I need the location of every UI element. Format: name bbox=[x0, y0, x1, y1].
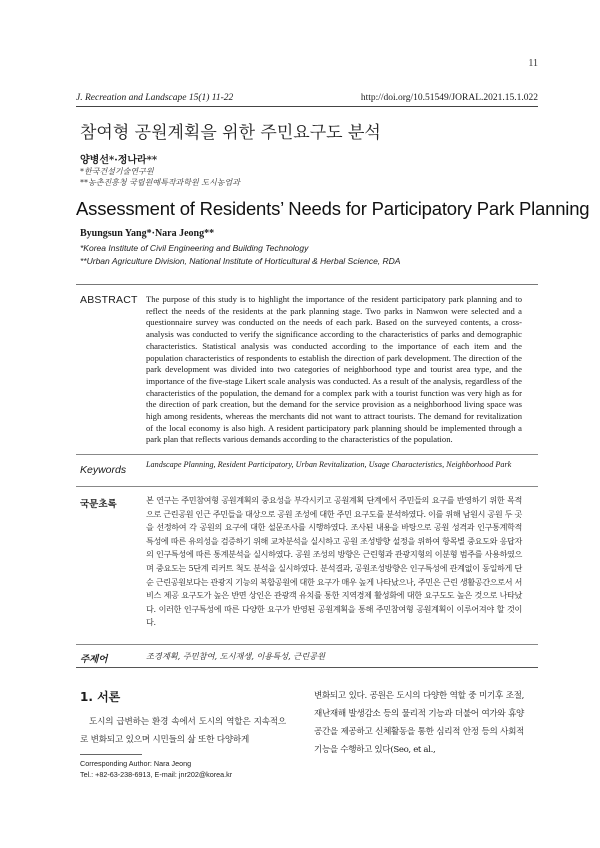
keywords-divider bbox=[76, 454, 538, 455]
front-matter-divider bbox=[76, 667, 538, 668]
page-number: 11 bbox=[528, 58, 538, 69]
english-authors: Byungsun Yang*·Nara Jeong** bbox=[80, 228, 215, 239]
header-divider bbox=[76, 106, 538, 107]
body-left-text: 도시의 급변하는 환경 속에서 도시의 역할은 지속적으로 변화되고 있으며 시민들의 삶 또한 다양하게 bbox=[80, 717, 286, 745]
keywords-text: Landscape Planning, Resident Participatory, Urban Revitalization, Usage Characteristics, Neighborhood Park bbox=[146, 460, 512, 469]
doi-link[interactable]: http://doi.org/10.51549/JORAL.2021.15.1.022 bbox=[360, 93, 538, 103]
korean-keywords-text: 조경계획, 주민참여, 도시재생, 이용특성, 근린공원 bbox=[146, 651, 326, 661]
korean-authors: 양병선*·정나라** bbox=[80, 155, 158, 166]
body-left-column bbox=[80, 713, 286, 749]
author-contact: Tel.: +82-63-238-6913, E-mail: jnr202@korea.kr bbox=[80, 770, 233, 779]
english-affiliation-1: *Korea Institute of Civil Engineering and Building Technology bbox=[80, 243, 309, 253]
korean-affiliation-2: **농촌진흥청 국립원예특작과학원 도시농업과 bbox=[80, 178, 240, 187]
abstract-divider bbox=[76, 284, 538, 285]
corresponding-author: Corresponding Author: Nara Jeong bbox=[80, 759, 192, 768]
korean-affiliation-1: *한국건설기술연구원 bbox=[80, 167, 154, 176]
korean-summary-text: 본 연구는 주민참여형 공원계획의 중요성을 부각시키고 공원계획 단계에서 주민들의 요구를 반영하기 위한 목적으로 근린공원 인근 주민들을 대상으로 공원 조성에 대한 주민 요구도를 분석하였다. 이를 위해 남원시 공원 두 곳을 선정하여 각 공원의 요구에 대한 설문조사를 시행하였다. 조사된 내용을 바탕으로 공원 성격과 인구통계학적 특성에 따른 유의성을 검증하기 위해 교차분석을 실시하고 공원 조성방향 설정을 위하여 항목별 중요도와 응답자의 인구특성에 따른 통계분석을 실시하였다. 공원 조성의 방향은 근린형과 관광지형의 이분형 범주를 사용하였으며 중요도는 5단계 리커트 척도 분석을 실시하였다. 분석결과, 공원조성방향은 인구특성에 관계없이 동일하게 단순 근린공원보다는 관광지 기능의 복합공원에 대한 요구가 매우 높게 나타났으나, 주민은 근린 생활공간으로서 서비스 제공 요구도가 높은 반면 상인은 관광객 유치를 통한 지역경제 활성화에 대한 요구도도 높은 것으로 나타났다. 이러한 인구특성에 따른 다양한 요구가 반영된 공원계획을 통해 주민참여형 공원계획이 이루어져야 할 것이다. bbox=[146, 495, 522, 628]
korean-keywords-label: 주제어 bbox=[80, 654, 108, 665]
abstract-label: ABSTRACT bbox=[80, 294, 138, 306]
korean-summary-divider bbox=[76, 486, 538, 487]
korean-title: 참여형 공원계획을 위한 주민요구도 분석 bbox=[80, 123, 381, 143]
english-affiliation-2: **Urban Agriculture Division, National Institute of Horticultural & Herbal Science, RDA bbox=[80, 256, 401, 266]
korean-summary-label: 국문초록 bbox=[80, 499, 117, 510]
english-title: Assessment of Residents’ Needs for Participatory Park Planning bbox=[76, 198, 590, 219]
journal-citation: J. Recreation and Landscape 15(1) 11-22 bbox=[76, 93, 234, 103]
korean-keywords-divider bbox=[76, 644, 538, 645]
section-heading-introduction: 1. 서론 bbox=[80, 690, 121, 704]
abstract-text: The purpose of this study is to highlight the importance of the resident participatory park planning and to reflect the needs of the residents at the park planning stage. Two parks in Namwon were selected and a questionnaire survey was conducted on the needs of each park. Based on the surveyed contents, a cross-analysis was conducted to verify the significance according to the characteristics of parks and demographic characteristics. Statistical analysis was conducted according to the importance of each item and the population characteristics of respondents to establish the direction of park development. The direction of the park development was divided into two categories of neighborhood type and tourist area type, and the importance of the five-stage Likert scale analysis was conducted. As a result of the analysis, regardless of the characteristics of the population, the demand for a complex park with a tourist function was very high as for the direction of park creation, but the demand for the service provision as a neighborhood living space was high among residents, whereas the merchants did not want to attract tourists. The demand for revitalization of the local economy is also high. A resident participatory park planning should be implemented through a park plan that reflects various demands according to the characteristics of the population. bbox=[146, 294, 522, 445]
keywords-label: Keywords bbox=[80, 464, 127, 476]
body-right-column: 변화되고 있다. 공원은 도시의 다양한 역할 중 미기후 조절, 재난재해 발생감소 등의 물리적 기능과 더불어 여가와 휴양공간을 제공하고 신체활동을 통한 심리적 안정 등의 사회적 기능을 수행하고 있다(Seo, et al., bbox=[314, 691, 524, 755]
footnote-divider bbox=[80, 754, 142, 755]
